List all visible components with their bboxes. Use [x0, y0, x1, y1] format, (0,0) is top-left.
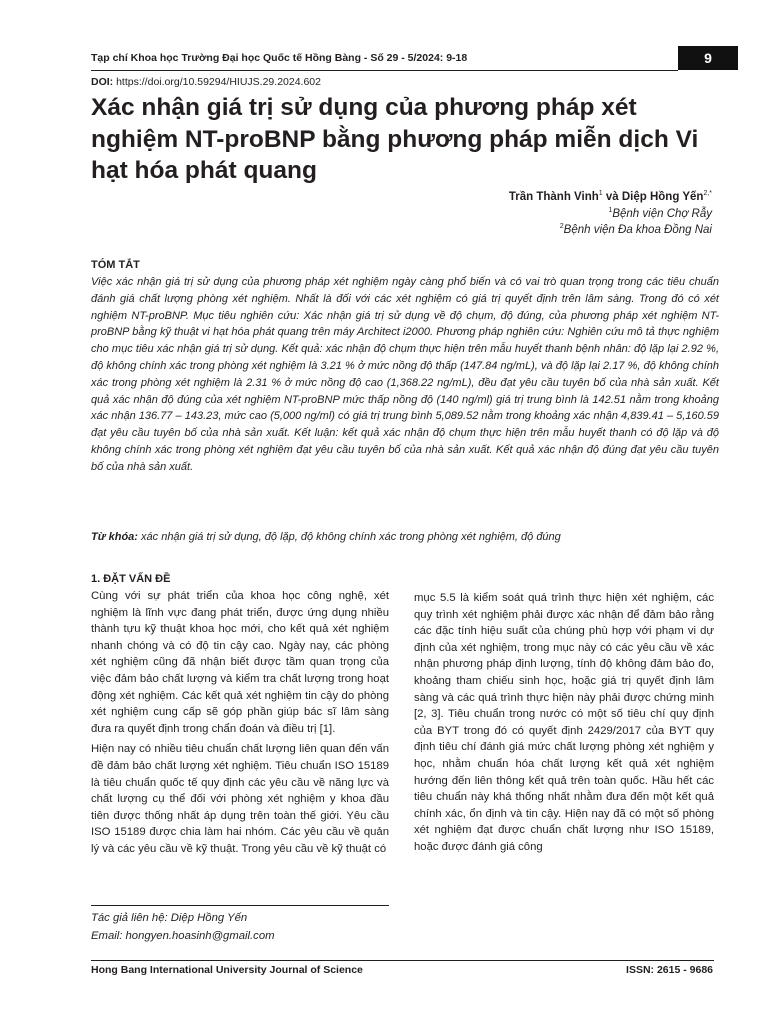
corresponding-author: Tác giả liên hệ: Diệp Hồng Yến	[91, 912, 248, 924]
affiliation	[608, 207, 712, 220]
abstract-text: Việc xác nhận giá trị sử dụng của phương pháp xét nghiệm ngày càng phổ biến và có vai trò quan trọng trong các tiêu chuẩn đánh giá chất lượng phòng xét nghiệm. Nhất là đối với các xét nghiệm có giá trị quyết định trên lâm sàng. Trong đó có xét nghiệm NT-proBNP. Mục tiêu nghiên cứu: Xác nhận giá trị sử dụng về độ chụm, độ đúng, của phương pháp xét nghiệm NT-proBNP bằng kỹ thuật vi hạt hóa phát quang trên máy Architect i2000. Phương pháp nghiên cứu: Nghiên cứu mô tả thực nghiệm cho mục tiêu xác nhận giá trị sử dụng. Kết quả: xác nhận độ chụm thực hiện trên mẫu huyết thanh bệnh nhân: độ lặp lại 2.92 %, độ không chính xác trong phòng xét nghiệm là 3.21 % ở mức nồng độ thấp (147.84 ng/mL), và độ lặp lại 2.17 %, độ không chính xác trong phòng xét nghiệm là 2.31 % ở mức nồng độ cao (1,368.22 ng/mL), đều đạt yêu cầu tuyên bố của nhà sản xuất. Kết quả xác nhận độ đúng của xét nghiệm NT-proBNP mức thấp nồng độ (140 ng/ml) giá trị trung bình là 142.51 nằm trong khoảng xác nhận 136.77 – 143.23, mức cao (5,000 ng/ml) có giá trị trung bình 5,089.52 nằm trong khoảng xác nhận 4,839.41 – 5,160.59 đạt yêu cầu tuyên bố của nhà sản xuất. Kết luận: kết quả xác nhận độ chụm thực hiện trên mẫu huyết thanh có độ lặp và độ không chính xác trong phòng xét nghiệm đạt yêu cầu tuyên bố của nhà sản xuất. Kết quả xác nhận độ đúng đạt yêu cầu tuyên bố của nhà sản xuất.	[91, 276, 719, 473]
affil-name: Bệnh viện Đa khoa Đồng Nai	[563, 223, 712, 236]
author-email: Email: hongyen.hoasinh@gmail.com	[91, 930, 275, 942]
doi-link[interactable]: https://doi.org/10.59294/HIUJS.29.2024.602	[113, 76, 321, 88]
author-joiner: và	[602, 190, 622, 203]
section-heading: 1. ĐẶT VẤN ĐỀ	[91, 573, 171, 585]
header-divider	[91, 70, 678, 71]
affiliation	[560, 223, 712, 236]
footer-divider	[91, 960, 714, 961]
keywords	[91, 531, 719, 543]
author-name: Diệp Hồng Yến	[621, 190, 704, 203]
affil-name: Bệnh viện Chợ Rẫy	[612, 207, 712, 220]
article-title: Xác nhận giá trị sử dụng của phương pháp xét nghiệm NT-proBNP bằng phương pháp miễn dịch Vi hạt hóa phát quang	[91, 94, 699, 184]
body-column-left	[91, 588, 389, 862]
body-paragraph: mục 5.5 là kiểm soát quá trình thực hiện xét nghiệm, các quy trình xét nghiệm phải được xác nhận để đảm bảo rằng các đặc tính hiệu suất của chúng phù hợp với phạm vi dự định của xét nghiệm, trong mục này có các yêu cầu về xác nhận phương pháp định lượng, tính độ không đảm bảo đo, khoảng tham chiếu sinh học, hoặc giá trị quyết định lâm sàng và các quá trình thực hiện này phải được chứng minh [2, 3]. Tiêu chuẩn trong nước có một số tiêu chí quy định của BYT trong đó có quyết định 2429/2017 của BYT quy định tiêu chí đánh giá mức chất lượng phòng xét nghiệm y học, nhằm chuẩn hóa chất lượng kết quả xét nghiệm hướng đến liên thông kết quả trên toàn quốc. Hầu hết các tiêu chuẩn này khá thống nhất nhằm đưa đến một kết quả chính xác, ổn định và tin cậy. Hiện nay đã có một số phòng xét nghiệm đạt được chuẩn chất lượng như ISO 15189, hoặc được đánh giá công	[414, 592, 714, 853]
journal-header: Tạp chí Khoa học Trường Đại học Quốc tế Hồng Bàng - Số 29 - 5/2024: 9-18	[91, 52, 468, 64]
affil-sup: 2	[559, 223, 564, 230]
body-paragraph: Hiện nay có nhiều tiêu chuẩn chất lượng liên quan đến vấn đề đảm bảo chất lượng xét nghiệm. Tiêu chuẩn ISO 15189 là tiêu chuẩn quốc tế quy định các yêu cầu về năng lực và chất lượng cụ thể đối với phòng xét nghiệm y khoa đầu tiên được thống nhất áp dụng trên toàn thế giới. Yêu cầu ISO 15189 được chia làm hai nhóm. Các yêu cầu về quản lý và các yêu cầu về kỹ thuật. Trong yêu cầu về kỹ thuật có	[91, 743, 389, 855]
footer-journal: Hong Bang International University Journal of Science	[91, 964, 363, 976]
body-column-right	[414, 590, 714, 860]
page-number: 9	[678, 46, 738, 70]
footnote-divider	[91, 905, 389, 906]
author-name: Trần Thành Vinh	[508, 190, 599, 203]
doi-label: DOI:	[91, 76, 114, 88]
keywords-text: xác nhận giá trị sử dụng, độ lặp, độ không chính xác trong phòng xét nghiệm, độ đúng	[137, 531, 561, 543]
abstract-heading: TÓM TẮT	[91, 259, 140, 271]
keywords-label: Từ khóa:	[91, 531, 138, 543]
author-sup: 1	[598, 190, 603, 197]
footer-issn: ISSN: 2615 - 9686	[626, 964, 713, 976]
affil-sup: 1	[608, 207, 613, 214]
author-sup: 2,*	[703, 190, 712, 197]
body-paragraph: Cùng với sự phát triển của khoa học công nghệ, xét nghiệm là lĩnh vực đang phát triển, được ứng dụng nhiều thành tựu kỹ thuật khoa học mới, cho kết quả xét nghiệm nhanh chóng và có độ tin cậy cao. Ngày nay, các phòng xét nghiệm cũng đã nhận biết được tầm quan trọng của việc đảm bảo chất lượng và kiểm tra chất lượng trong hoạt động xét nghiệm. Các kết quả xét nghiệm tin cậy do phòng xét nghiệm cung cấp sẽ góp phần giúp bác sĩ lâm sàng đưa ra quyết định trong chẩn đoán và điều trị [1].	[91, 590, 389, 735]
doi-line	[91, 76, 321, 88]
authors	[509, 190, 712, 203]
